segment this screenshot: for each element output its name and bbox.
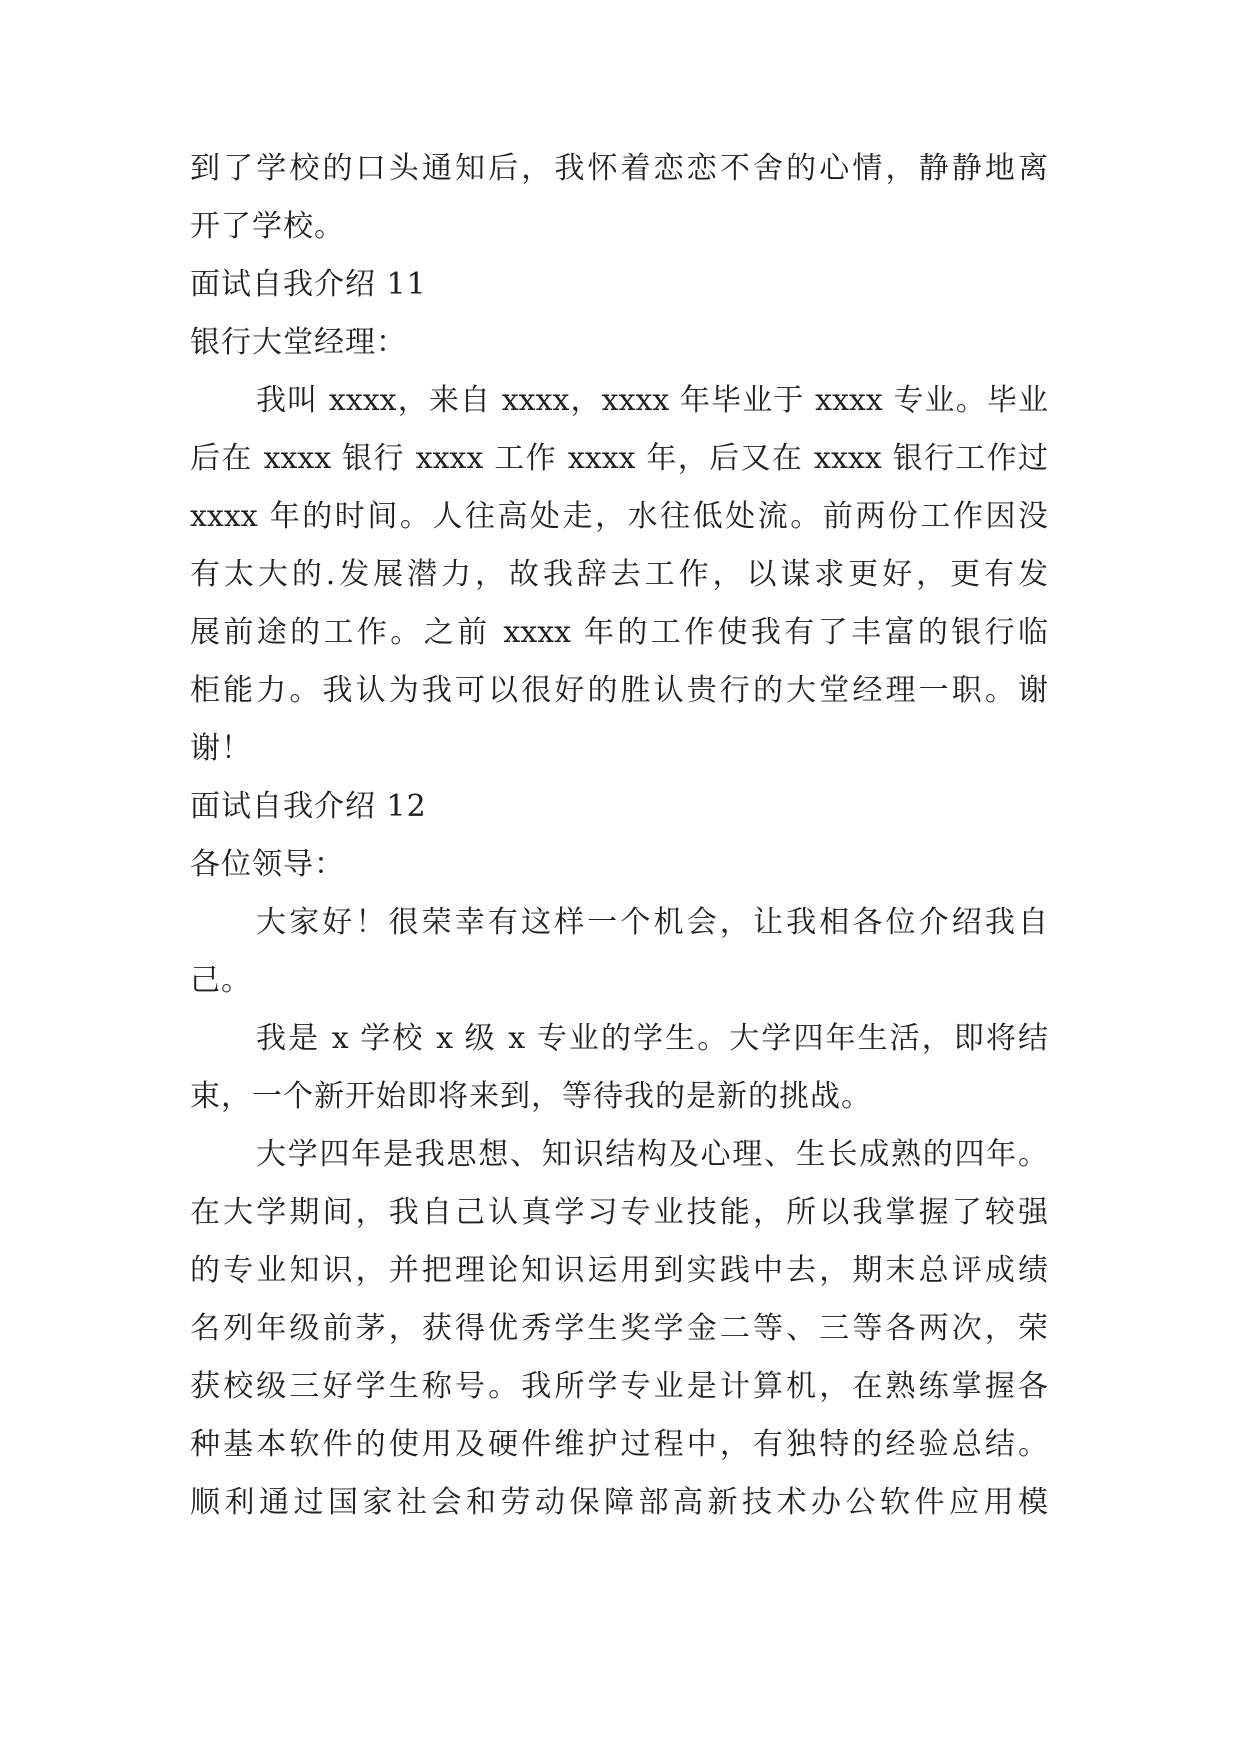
body-text-line: 到了学校的口头通知后，我怀着恋恋不舍的心情，静静地离 bbox=[190, 151, 1048, 186]
body-text-line: 束，一个新开始即将来到，等待我的是新的挑战。 bbox=[190, 1079, 872, 1114]
body-text-line: 谢！ bbox=[190, 731, 252, 766]
body-text-line: 名列年级前茅，获得优秀学生奖学金二等、三等各两次，荣 bbox=[190, 1311, 1048, 1346]
body-text-line: 获校级三好学生称号。我所学专业是计算机，在熟练掌握各 bbox=[190, 1369, 1048, 1404]
body-text-line: 大学四年是我思想、知识结构及心理、生长成熟的四年。 bbox=[256, 1137, 1048, 1172]
body-text-line: 己。 bbox=[190, 963, 252, 998]
body-text-line: 展前途的工作。之前 xxxx 年的工作使我有了丰富的银行临 bbox=[190, 615, 1048, 650]
body-text-line: 我叫 xxxx，来自 xxxx，xxxx 年毕业于 xxxx 专业。毕业 bbox=[256, 383, 1048, 418]
body-text-line: 我是 x 学校 x 级 x 专业的学生。大学四年生活，即将结 bbox=[256, 1021, 1048, 1056]
section-heading: 面试自我介绍 11 bbox=[190, 267, 427, 302]
body-text-line: 开了学校。 bbox=[190, 209, 345, 244]
body-text-line: 顺利通过国家社会和劳动保障部高新技术办公软件应用模 bbox=[190, 1485, 1048, 1520]
body-text-line: 柜能力。我认为我可以很好的胜认贵行的大堂经理一职。谢 bbox=[190, 673, 1048, 708]
salutation: 各位领导： bbox=[190, 847, 345, 882]
section-heading: 面试自我介绍 12 bbox=[190, 789, 427, 824]
body-text-line: 在大学期间，我自己认真学习专业技能，所以我掌握了较强 bbox=[190, 1195, 1048, 1230]
body-text-line: 的专业知识，并把理论知识运用到实践中去，期末总评成绩 bbox=[190, 1253, 1048, 1288]
body-text-line: 大家好！很荣幸有这样一个机会，让我相各位介绍我自 bbox=[256, 905, 1048, 940]
salutation: 银行大堂经理： bbox=[190, 325, 407, 360]
body-text-line: 后在 xxxx 银行 xxxx 工作 xxxx 年，后又在 xxxx 银行工作过 bbox=[190, 441, 1048, 476]
body-text-line: xxxx 年的时间。人往高处走，水往低处流。前两份工作因没 bbox=[190, 499, 1048, 534]
body-text-line: 种基本软件的使用及硬件维护过程中，有独特的经验总结。 bbox=[190, 1427, 1048, 1462]
body-text-line: 有太大的.发展潜力，故我辞去工作，以谋求更好，更有发 bbox=[190, 557, 1048, 592]
